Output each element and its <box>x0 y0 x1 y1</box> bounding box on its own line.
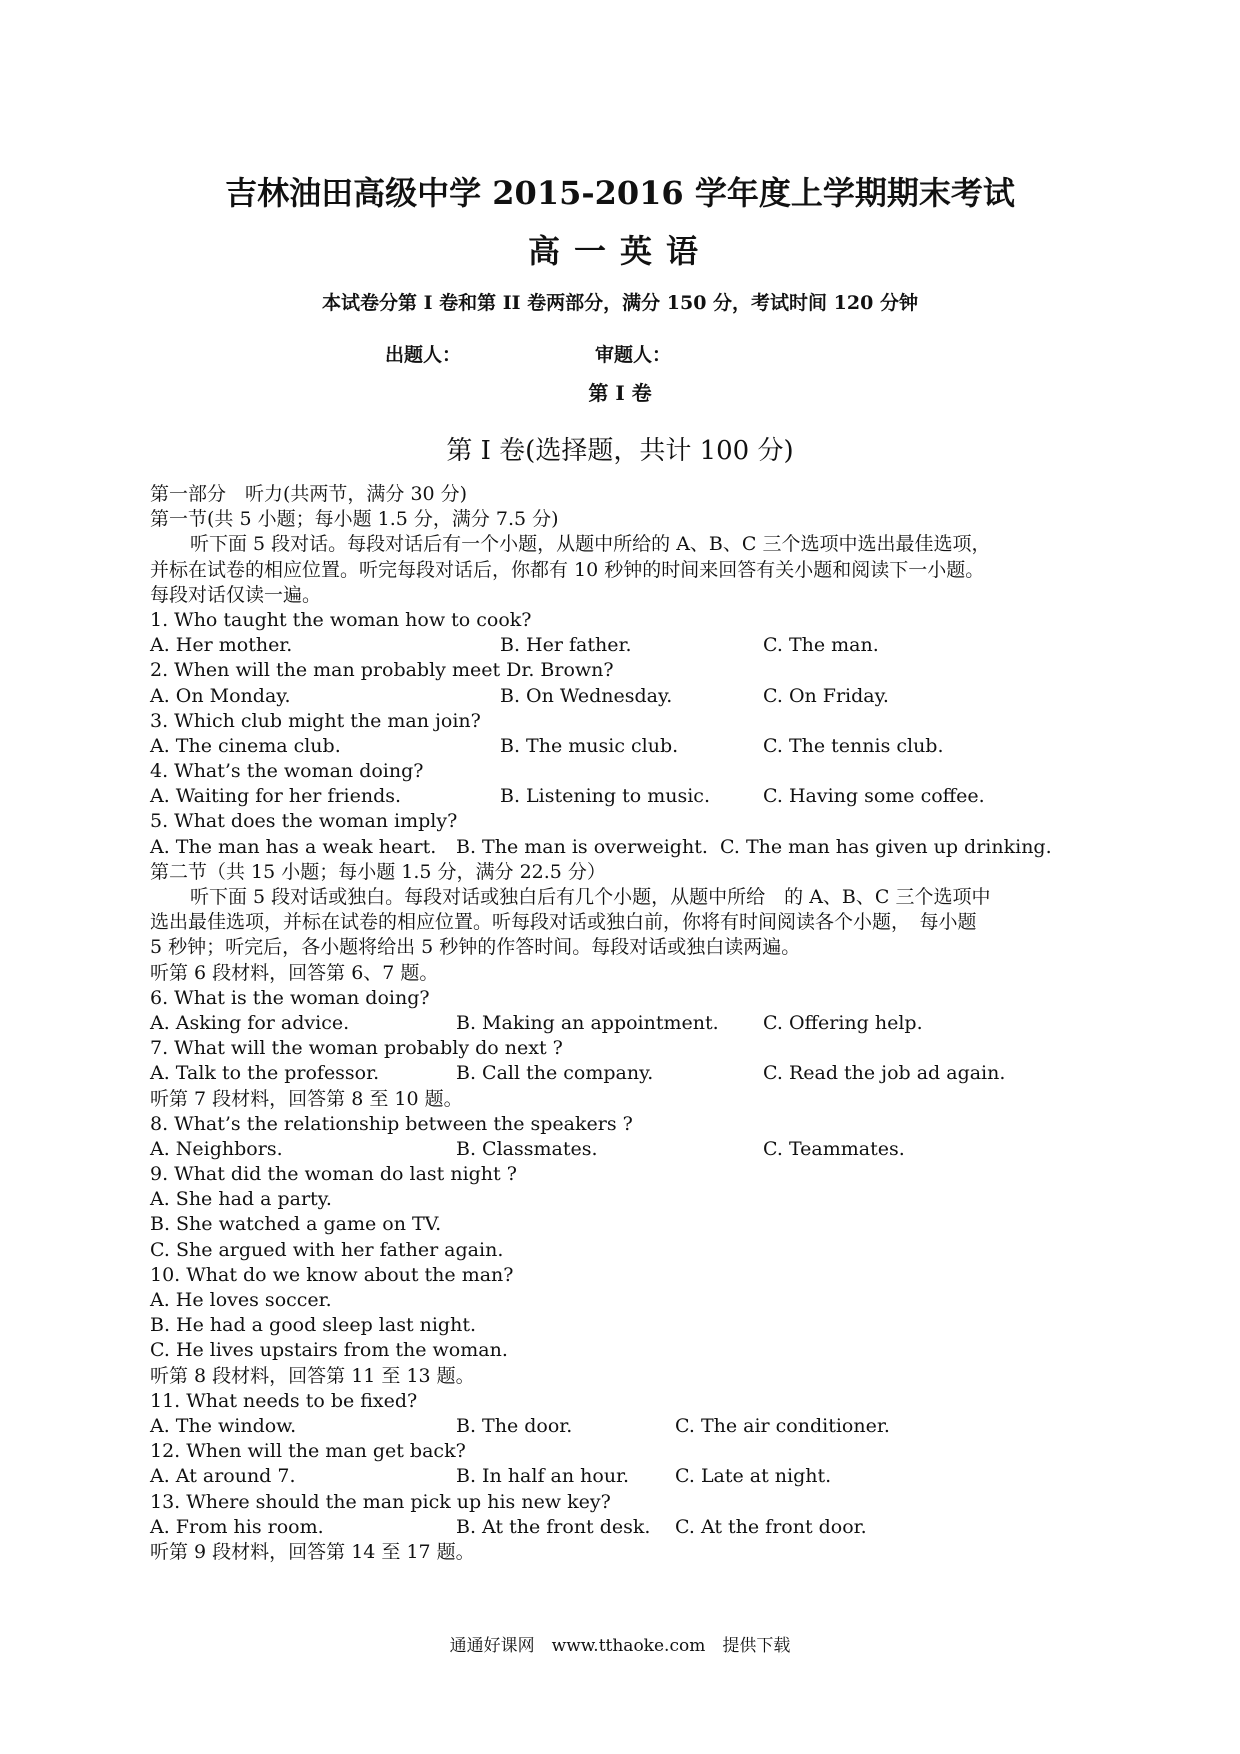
question-text: 13. Where should the man pick up his new key? <box>150 1490 611 1513</box>
option-row <box>150 1414 1110 1439</box>
question-text: 8. What’s the relationship between the speakers ? <box>150 1112 633 1135</box>
option-a: A. Waiting for her friends. <box>150 785 402 808</box>
option-c: C. On Friday. <box>763 684 889 707</box>
option-row <box>150 784 1110 809</box>
instruction-line: 并标在试卷的相应位置。听完每段对话后，你都有 10 秒钟的时间来回答有关小题和阅读下一小题。 <box>150 558 985 581</box>
question-text: 10. What do we know about the man? <box>150 1263 514 1286</box>
option-b: B. The man is overweight. <box>456 835 708 858</box>
option-row <box>150 1464 1110 1489</box>
option-a: A. Talk to the professor. <box>150 1062 380 1085</box>
option-b: B. Making an appointment. <box>456 1011 719 1034</box>
option-row <box>150 734 1110 759</box>
exam-note: 本试卷分第 I 卷和第 II 卷两部分，满分 150 分，考试时间 120 分钟 <box>322 292 918 314</box>
option-row <box>150 1137 1110 1162</box>
option-b: B. Classmates. <box>456 1137 598 1160</box>
option-c: C. The man. <box>763 634 879 657</box>
option-row <box>150 684 1110 709</box>
option-a: A. She had a party. <box>150 1188 332 1211</box>
question-text: 3. Which club might the man join? <box>150 709 481 732</box>
instruction-line: 听下面 5 段对话。每段对话后有一个小题，从题中所给的 A、B、C 三个选项中选出最佳选项， <box>190 533 991 556</box>
option-c: C. Late at night. <box>675 1465 832 1488</box>
page-footer: 通通好课网 www.tthaoke.com 提供下载 <box>449 1636 791 1656</box>
option-a: A. He loves soccer. <box>150 1289 332 1311</box>
option-c: C. Offering help. <box>763 1011 923 1034</box>
option-a: A. Neighbors. <box>150 1137 283 1160</box>
instruction-line: 听下面 5 段对话或独白。每段对话或独白后有几个小题，从题中所给 的 A、B、C 三个选项中 <box>190 886 991 908</box>
option-b: B. At the front desk. <box>456 1515 651 1538</box>
option-a: A. At around 7. <box>150 1465 296 1488</box>
question-text: 2. When will the man probably meet Dr. Brown? <box>150 659 614 682</box>
section-title: 第 I 卷(选择题，共计 100 分) <box>446 436 794 466</box>
option-c: C. The air conditioner. <box>675 1414 890 1437</box>
option-a: A. From his room. <box>150 1515 324 1538</box>
exam-title: 吉林油田高级中学 2015-2016 学年度上学期期末考试 <box>225 174 1015 212</box>
option-b: B. The door. <box>456 1414 573 1437</box>
section2-heading: 第二节（共 15 小题；每小题 1.5 分，满分 22.5 分） <box>150 860 606 883</box>
option-b: B. In half an hour. <box>456 1465 630 1488</box>
option-a: A. The man has a weak heart. <box>150 835 437 858</box>
option-row <box>150 633 1110 658</box>
option-b: B. He had a good sleep last night. <box>150 1314 477 1337</box>
option-a: A. The window. <box>150 1414 297 1437</box>
option-a: A. The cinema club. <box>150 734 341 757</box>
option-b: B. Listening to music. <box>500 785 710 808</box>
instruction-line: 每段对话仅读一遍。 <box>150 583 322 606</box>
part-heading: 第一部分 听力(共两节，满分 30 分) <box>150 483 468 505</box>
option-row <box>150 1011 1110 1036</box>
question-text: 12. When will the man get back? <box>150 1440 466 1463</box>
option-row <box>150 1061 1110 1086</box>
option-b: B. On Wednesday. <box>500 684 673 707</box>
volume-label: 第 I 卷 <box>588 381 652 405</box>
instruction-line: 5 秒钟；听完后，各小题将给出 5 秒钟的作答时间。每段对话或独白读两遍。 <box>150 936 801 959</box>
option-a: A. Her mother. <box>150 634 293 657</box>
question-text: 7. What will the woman probably do next ? <box>150 1037 563 1060</box>
material-heading: 听第 7 段材料，回答第 8 至 10 题。 <box>150 1087 463 1110</box>
option-a: A. On Monday. <box>150 684 291 707</box>
exam-subject: 高一英语 <box>527 232 712 270</box>
question-text: 1. Who taught the woman how to cook? <box>150 608 532 631</box>
option-c: C. She argued with her father again. <box>150 1238 504 1261</box>
option-c: C. He lives upstairs from the woman. <box>150 1339 508 1362</box>
option-b: B. Her father. <box>500 634 632 657</box>
material-heading: 听第 9 段材料，回答第 14 至 17 题。 <box>150 1540 475 1563</box>
question-text: 5. What does the woman imply? <box>150 810 458 833</box>
exam-content <box>150 482 1110 1565</box>
setter-label: 出题人： <box>385 344 462 366</box>
option-row <box>150 1515 1110 1540</box>
section1-heading: 第一节(共 5 小题；每小题 1.5 分，满分 7.5 分) <box>150 508 559 531</box>
option-row <box>150 835 1110 860</box>
option-c: C. Read the job ad again. <box>763 1062 1006 1085</box>
reviewer-label: 审题人： <box>595 344 672 366</box>
material-heading: 听第 6 段材料，回答第 6、7 题。 <box>150 961 439 984</box>
option-b: B. She watched a game on TV. <box>150 1213 442 1236</box>
option-c: C. The man has given up drinking. <box>720 835 1052 858</box>
option-c: C. At the front door. <box>675 1515 867 1538</box>
option-c: C. The tennis club. <box>763 734 944 757</box>
question-text: 11. What needs to be fixed? <box>150 1389 418 1412</box>
option-c: C. Having some coffee. <box>763 785 985 808</box>
option-b: B. Call the company. <box>456 1062 654 1085</box>
question-text: 9. What did the woman do last night ? <box>150 1163 517 1186</box>
material-heading: 听第 8 段材料，回答第 11 至 13 题。 <box>150 1364 475 1387</box>
option-c: C. Teammates. <box>763 1137 905 1160</box>
instruction-line: 选出最佳选项，并标在试卷的相应位置。听每段对话或独白前，你将有时间阅读各个小题， 每小题 <box>150 911 977 934</box>
question-text: 4. What’s the woman doing? <box>150 760 424 783</box>
option-a: A. Asking for advice. <box>150 1011 350 1034</box>
option-b: B. The music club. <box>500 734 679 757</box>
question-text: 6. What is the woman doing? <box>150 986 430 1009</box>
